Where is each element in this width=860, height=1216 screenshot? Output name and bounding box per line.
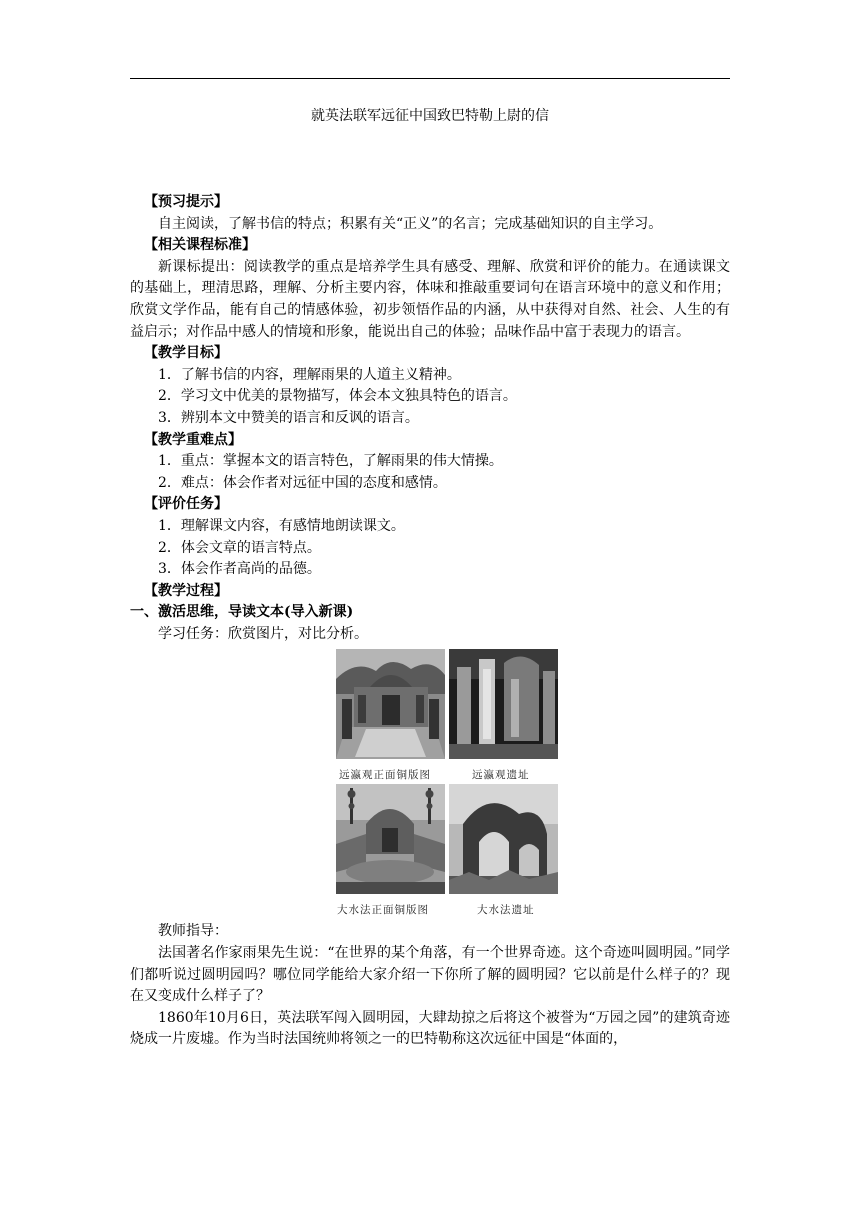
goal-item: 3．辨别本文中赞美的语言和反讽的语言。 bbox=[158, 409, 419, 426]
learning-task: 学习任务：欣赏图片，对比分析。 bbox=[158, 625, 368, 642]
caption-bottom-right: 大水法遗址 bbox=[477, 904, 535, 917]
yuanyingguan-engraving-image bbox=[336, 649, 445, 759]
keypoint-item: 1．重点：掌握本文的语言特色，了解雨果的伟大情操。 bbox=[158, 453, 503, 470]
process-heading: 【教学过程】 bbox=[144, 582, 228, 599]
preview-text: 自主阅读，了解书信的特点；积累有关“正义”的名言；完成基础知识的自主学习。 bbox=[158, 215, 663, 232]
yuanyingguan-ruins-image bbox=[449, 649, 558, 759]
standard-heading: 【相关课程标准】 bbox=[144, 237, 256, 254]
preview-heading: 【预习提示】 bbox=[144, 194, 228, 210]
caption-bottom-left: 大水法正面铜版图 bbox=[337, 904, 429, 917]
dashuifa-engraving-image bbox=[336, 784, 445, 894]
task-item: 1．理解课文内容，有感情地朗读课文。 bbox=[158, 517, 405, 534]
caption-top-left: 远瀛观正面铜版图 bbox=[339, 769, 431, 782]
standard-text: 新课标提出：阅读教学的重点是培养学生具有感受、理解、欣赏和评价的能力。在通读课文的基础上，理清思路，理解、分析主要内容，体味和推敲重要词句在语言环境中的意义和作用；欣赏文学作品，能有自己的情感体验，初步领悟作品的内涵，从中获得对自然、社会、人生的有益启示；对作品中感人的情境和形象，能说出自己的体验；品味作品中富于表现力的语言。 bbox=[130, 258, 730, 340]
caption-top-right: 远瀛观遗址 bbox=[472, 769, 530, 782]
paragraph-hugo-quote: 法国著名作家雨果先生说：“在世界的某个角落，有一个世界奇迹。这个奇迹叫圆明园。”同学们都听说过圆明园吗？哪位同学能给大家介绍一下你所了解的圆明园？它以前是什么样子的？现在又变成什么样子了？ bbox=[130, 945, 730, 1005]
header-rule bbox=[130, 78, 730, 79]
paragraph-1860: 1860年10月6日，英法联军闯入圆明园，大肆劫掠之后将这个被誉为“万园之园”的建筑奇迹烧成一片废墟。作为当时法国统帅将领之一的巴特勒称这次远征中国是“体面的， bbox=[130, 1009, 730, 1048]
document-body bbox=[130, 192, 730, 1051]
tasks-heading: 【评价任务】 bbox=[144, 496, 228, 513]
task-item: 3．体会作者高尚的品德。 bbox=[158, 561, 321, 578]
goals-heading: 【教学目标】 bbox=[144, 345, 228, 362]
keypoint-item: 2．难点：体会作者对远征中国的态度和感情。 bbox=[158, 474, 447, 491]
comparison-figure bbox=[336, 649, 558, 917]
page-title: 就英法联军远征中国致巴特勒上尉的信 bbox=[311, 108, 549, 124]
keypoints-heading: 【教学重难点】 bbox=[144, 431, 242, 448]
goal-item: 1．了解书信的内容，理解雨果的人道主义精神。 bbox=[158, 366, 461, 383]
dashuifa-ruins-image bbox=[449, 784, 558, 894]
step1-heading: 一、激活思维，导读文本(导入新课) bbox=[130, 604, 354, 621]
teacher-guide-label: 教师指导： bbox=[158, 923, 228, 940]
goal-item: 2．学习文中优美的景物描写，体会本文独具特色的语言。 bbox=[158, 388, 517, 405]
task-item: 2．体会文章的语言特点。 bbox=[158, 539, 321, 556]
